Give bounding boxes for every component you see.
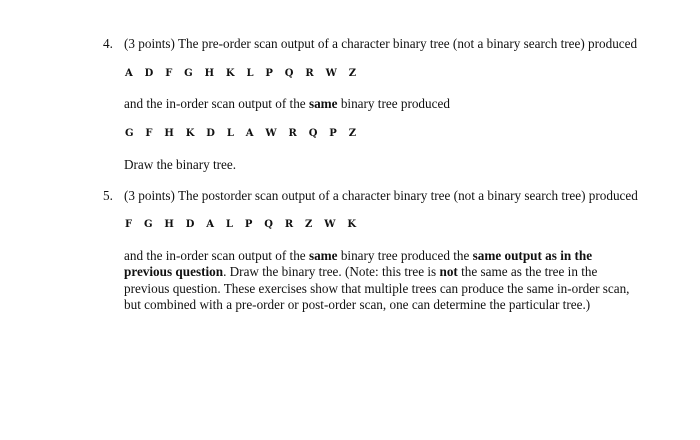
p1-text-b: binary tree produced the <box>337 248 473 263</box>
question-4-heading <box>103 36 637 52</box>
paragraph-line-4: but combined with a pre-order or post-order scan, one can determine the particular tree.) <box>124 296 591 312</box>
question-5-number: 5. <box>103 188 113 203</box>
p2-bold-previous-question: previous question <box>124 264 224 280</box>
p2-text-b: the same as the tree in the <box>457 264 598 280</box>
paragraph-line-1 <box>124 248 624 264</box>
paragraph-line-2 <box>124 264 624 280</box>
inorder-line-text-a: and the in-order scan output of the <box>124 96 309 111</box>
question-4-number: 4. <box>103 36 113 51</box>
question-5-heading <box>103 188 638 204</box>
p1-bold-same-output: same output as in the <box>472 248 593 263</box>
preorder-sequence: A D F G H K L P Q R W Z <box>125 68 361 79</box>
question-5-text: (3 points) The postorder scan output of a character binary tree (not a binary search tree) produced <box>124 188 638 203</box>
p1-bold-same: same <box>308 248 338 263</box>
p2-bold-not: not <box>439 264 458 280</box>
inorder-line-bold-same: same <box>308 96 338 111</box>
question-4-inorder-line <box>124 96 450 112</box>
question-4-text: (3 points) The pre-order scan output of a character binary tree (not a binary search tree) produced <box>124 36 638 51</box>
inorder-sequence: G F H K D L A W R Q P Z <box>125 128 361 139</box>
question-5-paragraph <box>124 248 630 313</box>
question-4-instruction: Draw the binary tree. <box>124 157 237 172</box>
p2-text-a: . Draw the binary tree. (Note: this tree is <box>223 264 440 280</box>
p1-text-a: and the in-order scan output of the <box>124 248 309 263</box>
paragraph-line-3: previous question. These exercises show that multiple trees can produce the same in-order scan, <box>124 280 630 296</box>
inorder-line-text-b: binary tree produced <box>337 96 450 111</box>
postorder-sequence: F G H D A L P Q R Z W K <box>125 219 361 230</box>
